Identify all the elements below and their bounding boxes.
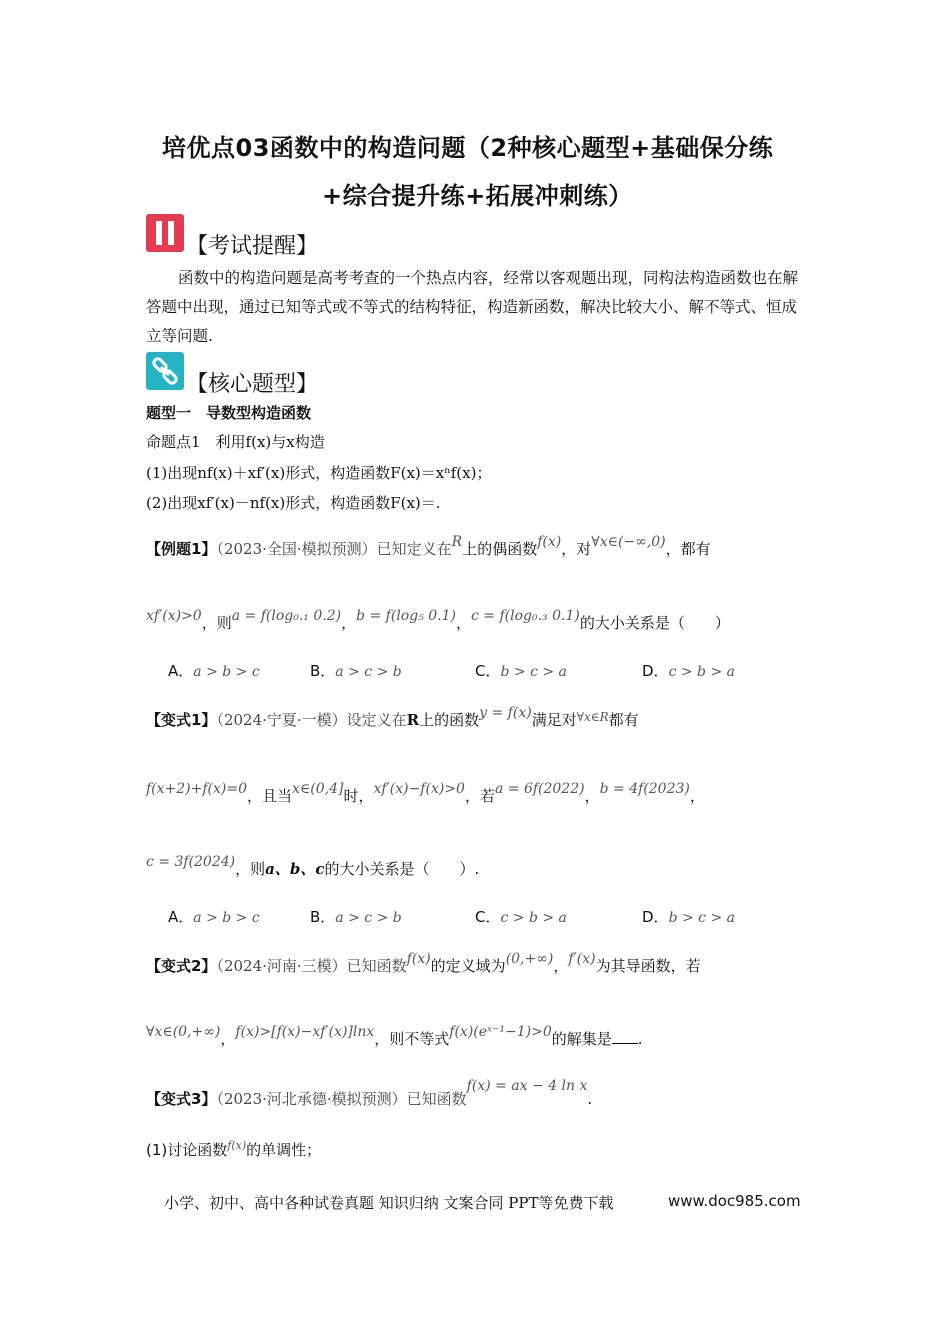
variant1-option-d[interactable]: D．b > c > a [642, 908, 735, 926]
core-heading: 【核心题型】 [186, 372, 319, 397]
variant2-line1: 【变式2】（2024·河南·三模）已知函数f(x)的定义域为(0,+∞)，f′(x)为其导函数，若 [146, 951, 701, 975]
example1-set: R [451, 534, 463, 550]
variant3-label: 【变式3】 [146, 1090, 217, 1108]
variant1-vars: a、b、c [265, 860, 325, 878]
variant2-text3: 为其导函数，若 [595, 957, 701, 975]
variant1-yfx: y = f(x) [479, 705, 532, 721]
variant1-source: （2024·宁夏·一模）设定义在 [216, 711, 407, 729]
variant1-c: c = 3f(2024) [146, 854, 236, 870]
variant1-option-b[interactable]: B．a > c > b [310, 908, 402, 926]
example1-text5: ，则 [201, 614, 232, 632]
example1-text4: ，都有 [665, 540, 711, 558]
example1-b: b = f(log₅ 0.1) [356, 608, 456, 624]
variant3-q1-end: 的单调性； [246, 1141, 322, 1159]
variant1-text8: ，则 [235, 860, 266, 878]
example1-text6: 的大小关系是（ ） [579, 614, 730, 632]
example1-option-a[interactable]: A．a > b > c [168, 662, 260, 680]
example1-fx: f(x) [537, 534, 562, 550]
doc-title-line1: 培优点03函数中的构造问题（2种核心题型+基础保分练 [162, 134, 774, 162]
variant3-q1 [146, 1139, 321, 1160]
example1-cond: ∀x∈(−∞,0) [591, 534, 666, 550]
variant2-ineq2: f(x)(eˣ⁻¹−1)>0 [449, 1024, 552, 1040]
variant1-text9: 的大小关系是（ ）. [324, 860, 480, 878]
variant1-text2: 上的函数 [419, 711, 480, 729]
variant1-text5: ，且当 [247, 787, 293, 805]
rule1: (1)出现nf(x)＋xf′(x)形式，构造函数F(x)＝xⁿf(x)； [146, 464, 492, 482]
example1-option-b[interactable]: B．a > c > b [310, 662, 402, 680]
example1-option-d[interactable]: D．c > b > a [642, 662, 735, 680]
link-icon [146, 352, 184, 390]
pause-icon [146, 214, 184, 252]
variant1-eq: f(x+2)+f(x)=0 [146, 781, 248, 797]
reminder-heading: 【考试提醒】 [186, 234, 319, 259]
variant3-q1-text: (1)讨论函数 [146, 1141, 228, 1159]
variant1-text3: 满足对 [531, 711, 577, 729]
variant1-option-a[interactable]: A．a > b > c [168, 908, 260, 926]
doc-title-line2: +综合提升练+拓展冲刺练） [322, 182, 633, 210]
variant2-source: （2024·河南·三模）已知函数 [216, 957, 407, 975]
variant1-set: R [406, 711, 420, 729]
example1-source: （2023·全国·模拟预测）已知定义在 [216, 540, 452, 558]
variant2-line2: ∀x∈(0,+∞)，f(x)>[f(x)−xf′(x)]lnx，则不等式f(x)(eˣ⁻¹−1)>0的解集是 . [146, 1024, 643, 1048]
variant2-text5: 的解集是 [551, 1030, 612, 1048]
variant3-source: （2023·河北承德·模拟预测）已知函数 [216, 1090, 467, 1108]
example1-c: c = f(log₀.₃ 0.1) [471, 608, 580, 624]
variant2-ineq: f(x)>[f(x)−xf′(x)]lnx [235, 1024, 375, 1040]
variant1-line3 [146, 854, 480, 879]
variant2-dfx: f′(x) [568, 951, 596, 967]
variant2-text4: ，则不等式 [374, 1030, 450, 1048]
rule2: (2)出现xf′(x)－nf(x)形式，构造函数F(x)＝. [146, 494, 441, 512]
variant1-range: x∈(0,4] [292, 781, 344, 797]
variant1-line1 [146, 705, 639, 730]
variant1-text7: ，若 [464, 787, 495, 805]
example1-label: 【例题1】 [146, 540, 217, 558]
footer-url[interactable]: www.doc985.com [668, 1192, 801, 1210]
variant2-text2: 的定义域为 [430, 957, 506, 975]
variant1-a: a = 6f(2022) [494, 781, 585, 797]
variant1-ineq: xf′(x)−f(x)>0 [373, 781, 465, 797]
variant1-option-c[interactable]: C．c > b > a [475, 908, 567, 926]
variant2-domain: (0,+∞) [505, 951, 554, 967]
example1-ineq: xf′(x)>0 [146, 608, 202, 624]
footer-text: 小学、初中、高中各种试卷真题 知识归纳 文案合同 PPT等免费下载 [164, 1194, 614, 1212]
example1-line1 [146, 534, 711, 559]
variant2-fx: f(x) [406, 951, 431, 967]
reminder-text: 函数中的构造问题是高考考查的一个热点内容，经常以客观题出现，同构法构造函数也在解答题中出现，通过已知等式或不等式的结构特征，构造新函数，解决比较大小、解不等式、恒成立等问题. [146, 269, 799, 345]
variant2-end: . [637, 1030, 643, 1048]
variant1-cond: ∀x∈R [576, 710, 609, 724]
variant2-label: 【变式2】 [146, 957, 217, 975]
example1-text2: 上的偶函数 [462, 540, 538, 558]
variant1-label: 【变式1】 [146, 711, 217, 729]
example1-text3: ，对 [561, 540, 592, 558]
example1-line2: xf′(x)>0，则a = f(log₀.₁ 0.2)，b = f(log₅ 0.1)，c = f(log₀.₃ 0.1)的大小关系是（ ） [146, 608, 730, 632]
point1-heading: 命题点1 利用f(x)与x构造 [146, 433, 325, 451]
variant1-line2: f(x+2)+f(x)=0，且当x∈(0,4]时，xf′(x)−f(x)>0，若a = 6f(2022)，b = 4f(2023)， [146, 781, 705, 805]
example1-option-c[interactable]: C．b > c > a [475, 662, 567, 680]
variant2-cond: ∀x∈(0,+∞) [146, 1024, 221, 1040]
variant3-line1 [146, 1078, 593, 1109]
variant3-end: . [587, 1090, 593, 1108]
answer-blank[interactable] [612, 1029, 638, 1044]
variant1-text6: 时， [343, 787, 374, 805]
type1-heading: 题型一 导数型构造函数 [146, 404, 312, 422]
variant1-text4: 都有 [608, 711, 639, 729]
variant1-b: b = 4f(2023) [599, 781, 690, 797]
variant3-fx: f(x) = ax − 4 ln x [466, 1078, 588, 1094]
example1-a: a = f(log₀.₁ 0.2) [231, 608, 342, 624]
variant3-q1-fx: f(x) [227, 1139, 247, 1152]
